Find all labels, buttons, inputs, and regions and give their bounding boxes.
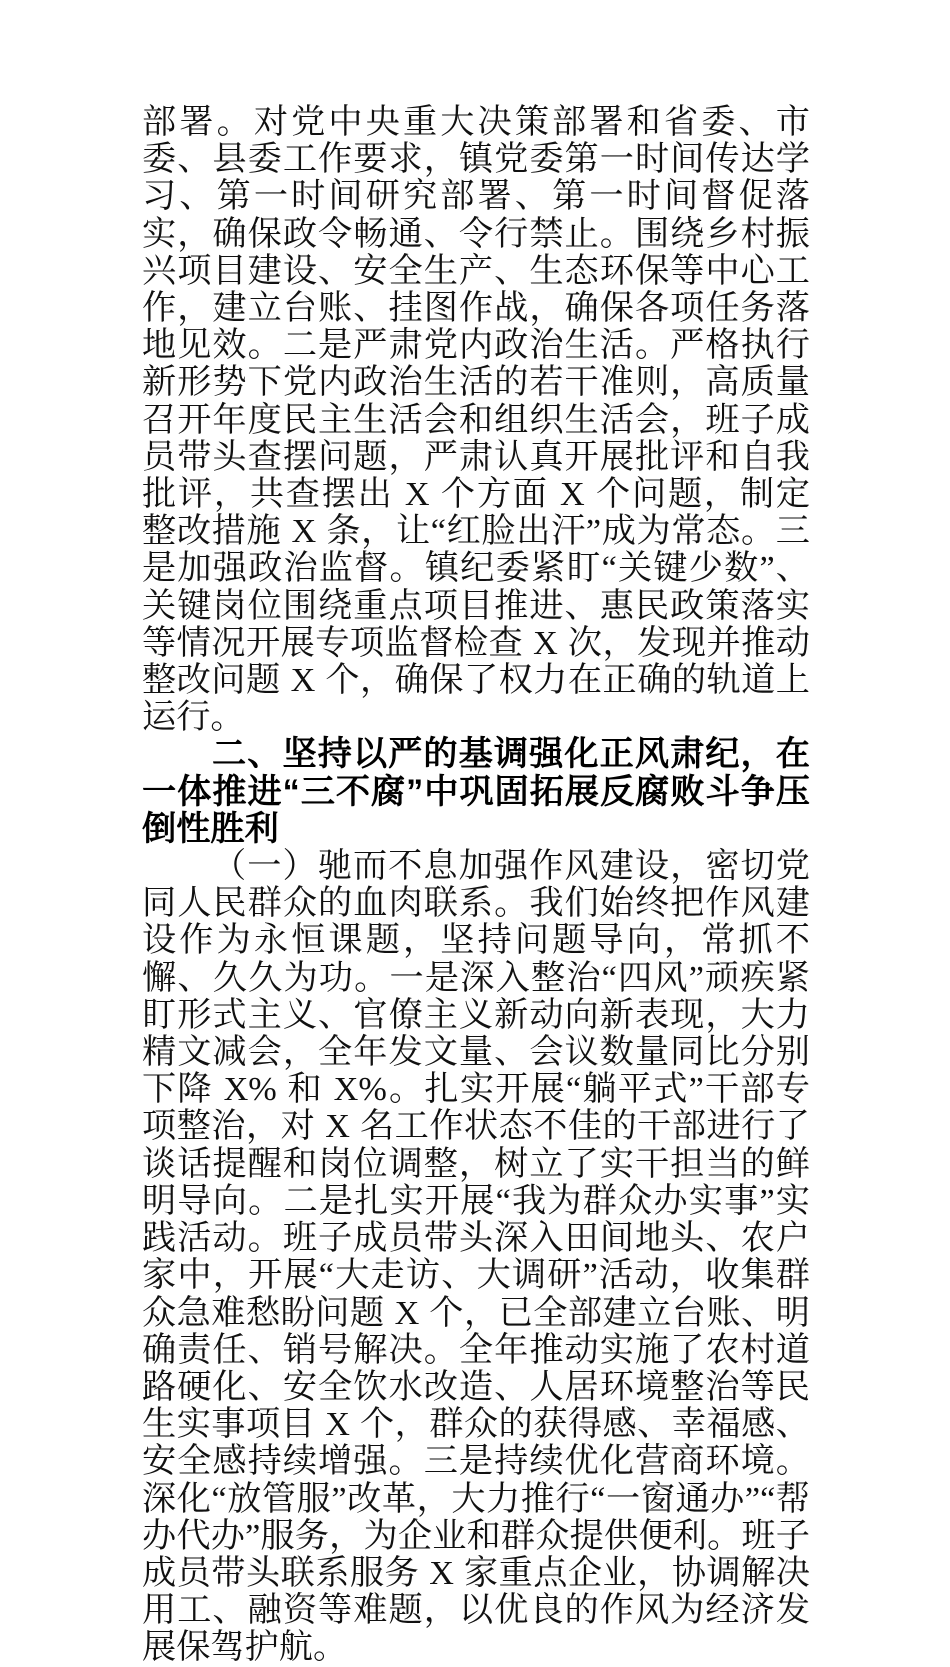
placeholder-value: X%: [223, 1071, 277, 1109]
placeholder-value: X: [404, 476, 430, 514]
placeholder-value: X: [325, 1406, 350, 1444]
placeholder-value: X: [560, 476, 585, 514]
placeholder-value: X: [325, 1108, 350, 1146]
placeholder-value: X: [291, 513, 317, 551]
paragraph-subsection-one: （一）驰而不息加强作风建设，密切党同人民群众的血肉联系。我们始终把作风建设作为永恒课题，坚持问题导向，常抓不懈、久久为功。一是深入整治“四风”顽疾紧盯形式主义、官僚主义新动向新表现，大力精文减会，全年发文量、会议数量同比分别下降 X% 和 X%。扎实开展“躺平式”干部专项整治，对 X 名工作状态不佳的干部进行了谈话提醒和岗位调整，树立了实干担当的鲜明导向。二是扎实开展“我为群众办实事”实践活动。班子成员带头深入田间地头、农户家中，开展“大走访、大调研”活动，收集群众急难愁盼问题 X 个，已全部建立台账、明确责任、销号解决。全年推动实施了农村道路硬化、安全饮水改造、人居环境整治等民生实事项目 X 个，群众的获得感、幸福感、安全感持续增强。三是持续优化营商环境。深化“放管服”改革，大力推行“一窗通办”“帮办代办”服务，为企业和群众提供便利。班子成员带头联系服务 X 家重点企业，协调解决用工、融资等难题，以优良的作风为经济发展保驾护航。: [142, 848, 810, 1667]
placeholder-value: X: [533, 624, 558, 662]
placeholder-value: X%: [333, 1071, 387, 1109]
placeholder-value: X: [429, 1554, 454, 1592]
document-text-body: [142, 104, 810, 1667]
paragraph-continuation: 部署。对党中央重大决策部署和省委、市委、县委工作要求，镇党委第一时间传达学习、第一时间研究部署、第一时间督促落实，确保政令畅通、令行禁止。围绕乡村振兴项目建设、安全生产、生态环保等中心工作，建立台账、挂图作战，确保各项任务落地见效。二是严肃党内政治生活。严格执行新形势下党内政治生活的若干准则，高质量召开年度民主生活会和组织生活会，班子成员带头查摆问题，严肃认真开展批评和自我批评，共查摆出 X 个方面 X 个问题，制定整改措施 X 条，让“红脸出汗”成为常态。三是加强政治监督。镇纪委紧盯“关键少数”、关键岗位围绕重点项目推进、惠民政策落实等情况开展专项监督检查 X 次，发现并推动整改问题 X 个，确保了权力在正确的轨道上运行。: [142, 104, 810, 737]
section-heading-two: 二、坚持以严的基调强化正风肃纪，在一体推进“三不腐”中巩固拓展反腐败斗争压倒性胜利: [142, 735, 810, 848]
placeholder-value: X: [290, 662, 316, 700]
placeholder-value: X: [394, 1294, 420, 1332]
